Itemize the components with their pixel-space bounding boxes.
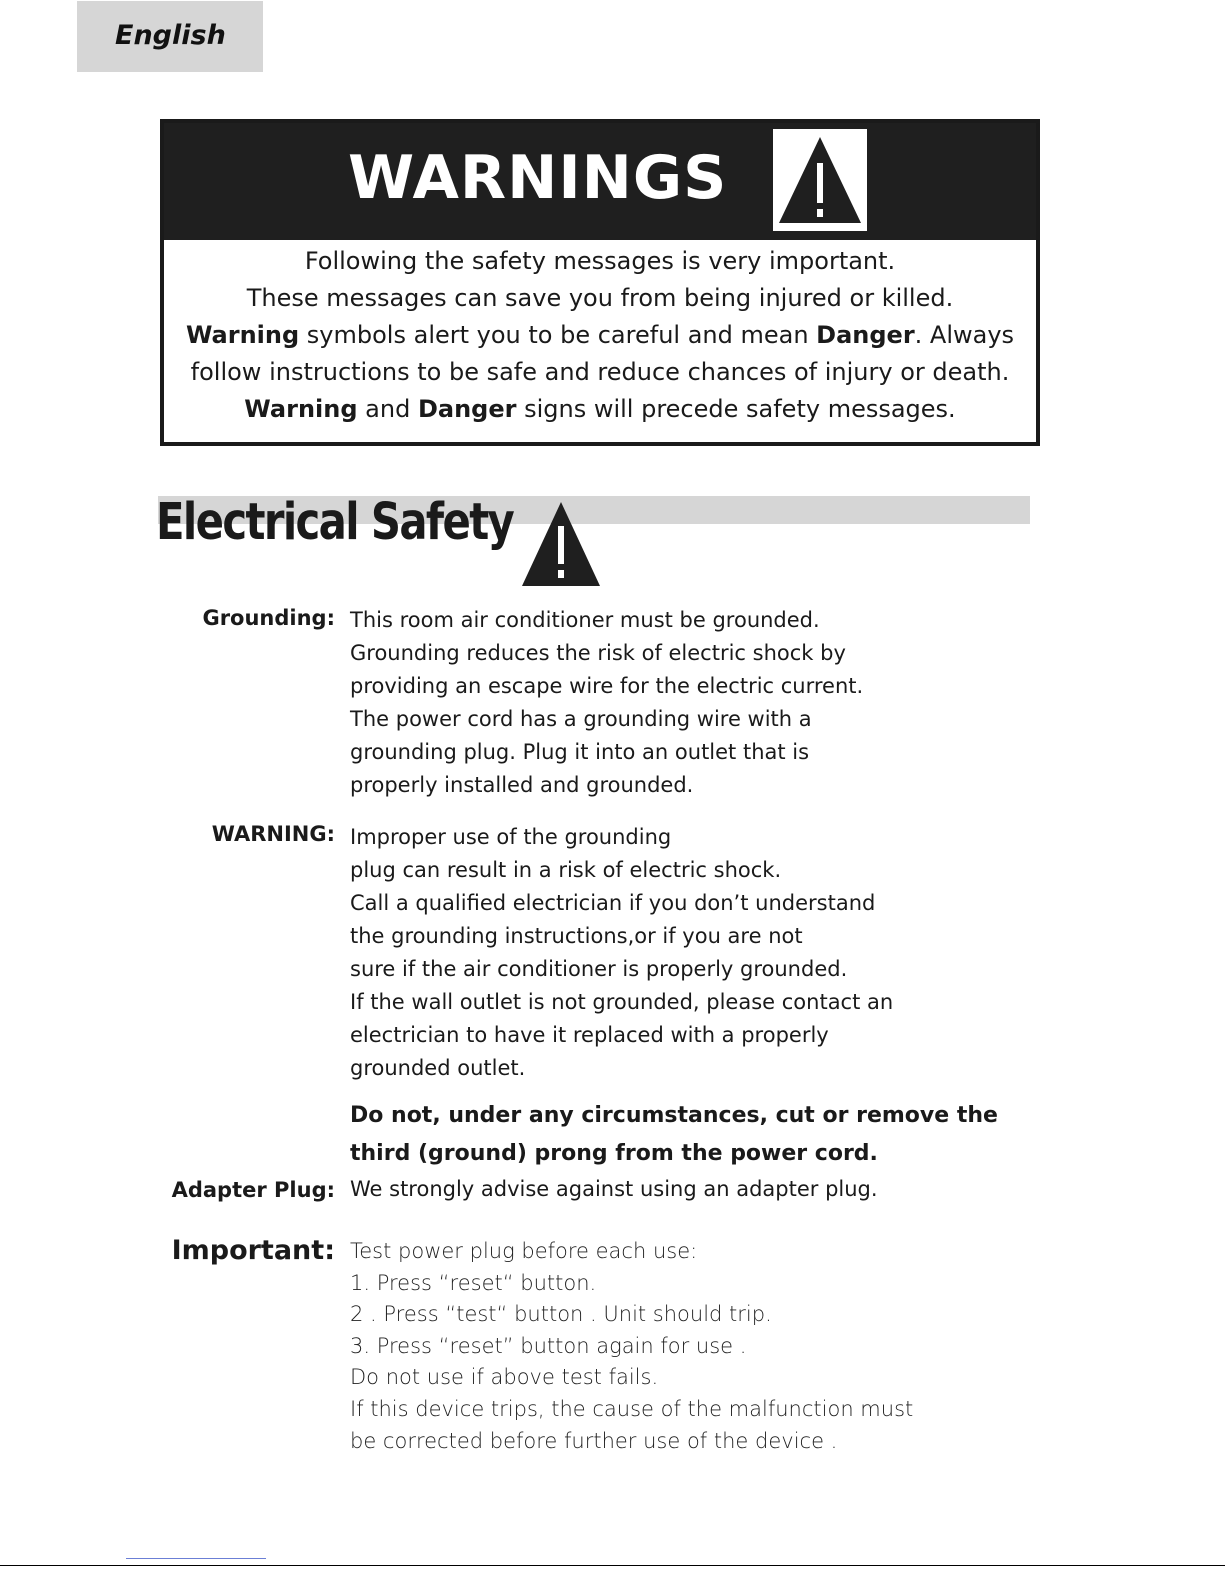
important-line: If this device trips, the cause of the malfunction must: [350, 1396, 914, 1421]
adapter-line: We strongly advise against using an adapter plug.: [350, 1177, 878, 1201]
warning-line: electrician to have it replaced with a properly: [350, 1023, 829, 1047]
warning-line: the grounding instructions,or if you are not: [350, 924, 803, 948]
warning-triangle-icon: [520, 500, 602, 588]
grounding-text: [350, 604, 863, 802]
important-line: be corrected before further use of the device .: [350, 1428, 838, 1453]
warning-emphasis: [350, 1097, 998, 1173]
warning-label: WARNING:: [211, 822, 335, 846]
adapter-label: Adapter Plug:: [171, 1178, 335, 1202]
important-label: Important:: [171, 1235, 335, 1266]
footer-link-underline: [126, 1558, 266, 1559]
language-tab: [77, 1, 263, 72]
page-bottom-rule: [0, 1565, 1225, 1566]
important-text: [350, 1236, 913, 1457]
warning-emphasis-line: third (ground) prong from the power cord.: [350, 1141, 878, 1166]
important-line: Test power plug before each use:: [350, 1239, 698, 1263]
grounding-label: Grounding:: [202, 606, 335, 630]
warning-line: If the wall outlet is not grounded, please contact an: [350, 990, 894, 1014]
warning-line: Improper use of the grounding: [350, 825, 672, 849]
warning-line: grounded outlet.: [350, 1056, 526, 1080]
grounding-line: Grounding reduces the risk of electric shock by: [350, 641, 846, 665]
warnings-line: Warning and Danger signs will precede safety messages.: [244, 395, 956, 423]
warnings-header: [164, 123, 1036, 240]
warnings-box: [160, 119, 1040, 446]
warning-line: plug can result in a risk of electric shock.: [350, 858, 782, 882]
language-label: English: [115, 20, 226, 51]
adapter-text: [350, 1173, 878, 1206]
important-line: 2 . Press “test“ button . Unit should trip.: [350, 1302, 772, 1327]
grounding-line: This room air conditioner must be grounded.: [350, 608, 820, 632]
warnings-line: follow instructions to be safe and reduce chances of injury or death.: [190, 358, 1010, 386]
important-line: 3. Press “reset” button again for use .: [350, 1333, 747, 1358]
warning-emphasis-line: Do not, under any circumstances, cut or remove the: [350, 1103, 998, 1128]
important-line: Do not use if above test fails.: [350, 1365, 659, 1390]
warning-text: [350, 821, 893, 1085]
warnings-line: Warning symbols alert you to be careful and mean Danger. Always: [185, 321, 1015, 349]
section-title: Electrical Safety: [156, 493, 514, 552]
warning-line: Call a qualified electrician if you don’t understand: [350, 891, 876, 915]
grounding-line: The power cord has a grounding wire with a: [350, 707, 812, 731]
grounding-line: providing an escape wire for the electric current.: [350, 674, 864, 698]
grounding-line: grounding plug. Plug it into an outlet that is: [350, 740, 810, 764]
important-line: 1. Press “reset“ button.: [350, 1270, 597, 1295]
warning-triangle-icon: [773, 129, 867, 231]
grounding-line: properly installed and grounded.: [350, 773, 694, 797]
warnings-line: These messages can save you from being injured or killed.: [246, 284, 954, 312]
warnings-line: Following the safety messages is very important.: [304, 247, 896, 275]
warning-line: sure if the air conditioner is properly grounded.: [350, 957, 848, 981]
warnings-title: WARNINGS: [348, 143, 728, 213]
warnings-body: [164, 243, 1036, 428]
